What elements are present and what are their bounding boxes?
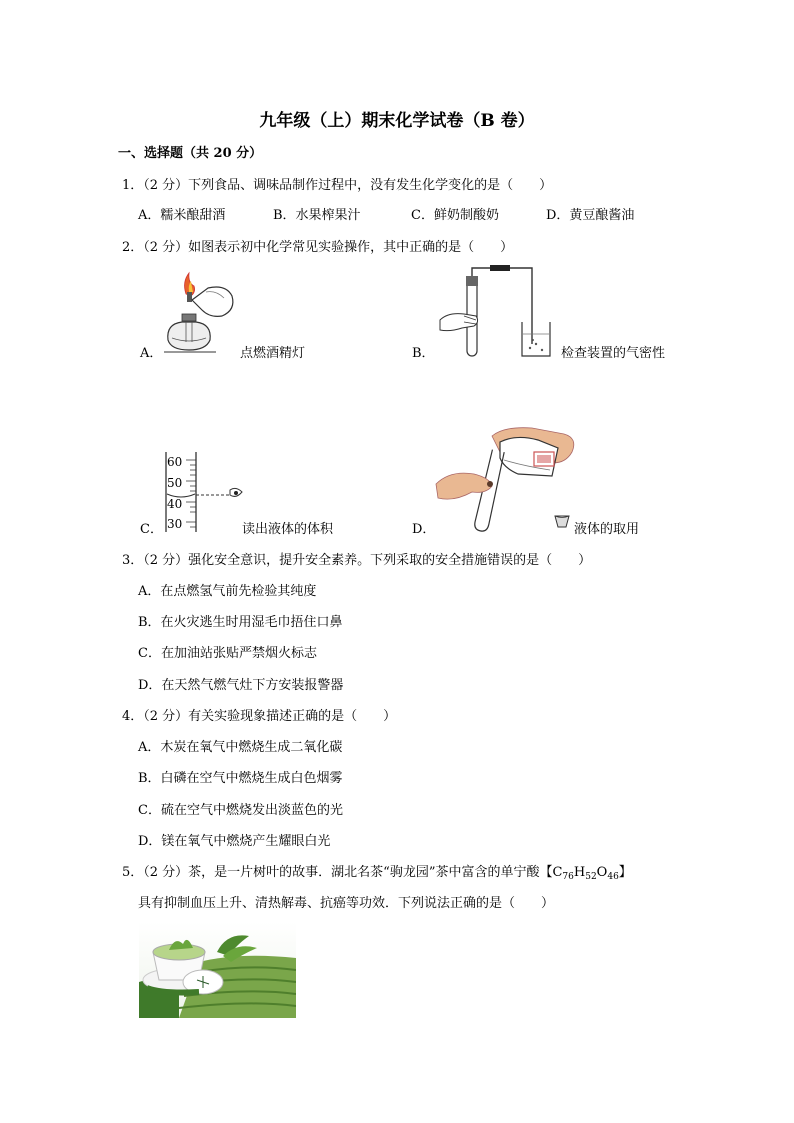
exam-title: 九年级（上）期末化学试卷（B 卷） bbox=[259, 111, 535, 131]
q1-option-d[interactable]: D．黄豆酿酱油 bbox=[546, 208, 635, 223]
q4-option-a[interactable]: A．木炭在氧气中燃烧生成二氧化碳 bbox=[138, 740, 343, 755]
question-2-stem: 2．（2 分）如图表示初中化学常见实验操作，其中正确的是（ ） bbox=[122, 240, 514, 255]
q4-option-b[interactable]: B．白磷在空气中燃烧生成白色烟雾 bbox=[138, 771, 343, 786]
q1-option-b[interactable]: B．水果榨果汁 bbox=[273, 208, 361, 223]
q3-option-a[interactable]: A．在点燃氢气前先检验其纯度 bbox=[138, 584, 317, 599]
tick-label: 50 bbox=[167, 476, 183, 490]
chemical-formula: $C_{76}H_{52}O_{46}$】 bbox=[552, 865, 632, 882]
q4-option-d[interactable]: D．镁在氧气中燃烧产生耀眼白光 bbox=[138, 834, 331, 849]
q3-option-c[interactable]: C．在加油站张贴严禁烟火标志 bbox=[138, 646, 317, 661]
q2-option-c[interactable]: C． bbox=[140, 522, 163, 537]
question-3-stem: 3．（2 分）强化安全意识，提升安全素养。下列采取的安全措施错误的是（ ） bbox=[122, 553, 592, 568]
tick-label: 40 bbox=[167, 497, 183, 511]
q3-option-b[interactable]: B．在火灾逃生时用湿毛巾捂住口鼻 bbox=[138, 615, 343, 630]
tick-label: 60 bbox=[167, 455, 183, 469]
tea-photo bbox=[139, 922, 296, 1018]
airtightness-figure bbox=[436, 264, 560, 360]
tick-label: 30 bbox=[167, 517, 183, 531]
question-5-stem-line2: 具有抑制血压上升、清热解毒、抗癌等功效．下列说法正确的是（ ） bbox=[138, 896, 555, 911]
q3-option-d[interactable]: D．在天然气燃气灶下方安装报警器 bbox=[138, 678, 344, 693]
q2-option-a[interactable]: A． bbox=[140, 346, 163, 361]
q2-caption-c: 读出液体的体积 bbox=[242, 522, 334, 537]
q1-option-c[interactable]: C．鲜奶制酸奶 bbox=[411, 208, 499, 223]
q2-caption-d: 液体的取用 bbox=[574, 522, 640, 537]
q2-option-b[interactable]: B． bbox=[412, 346, 435, 361]
q5-stem-text: 5．（2 分）茶，是一片树叶的故事．湖北名茶“驹龙园”茶中富含的单宁酸【 bbox=[122, 865, 553, 880]
q2-caption-b: 检查装置的气密性 bbox=[561, 346, 666, 361]
question-5-stem bbox=[122, 865, 632, 885]
stopper-icon bbox=[552, 513, 572, 529]
q2-caption-a: 点燃酒精灯 bbox=[240, 346, 306, 361]
question-4-stem: 4．（2 分）有关实验现象描述正确的是（ ） bbox=[122, 709, 397, 724]
q4-option-c[interactable]: C．硫在空气中燃烧发出淡蓝色的光 bbox=[138, 803, 343, 818]
alcohol-lamp-figure bbox=[156, 268, 242, 358]
question-1-stem: 1．（2 分）下列食品、调味品制作过程中，没有发生化学变化的是（ ） bbox=[122, 178, 553, 193]
section-heading: 一、选择题（共 20 分） bbox=[118, 146, 263, 161]
q2-option-d[interactable]: D． bbox=[412, 522, 436, 537]
q1-option-a[interactable]: A．糯米酿甜酒 bbox=[138, 208, 226, 223]
